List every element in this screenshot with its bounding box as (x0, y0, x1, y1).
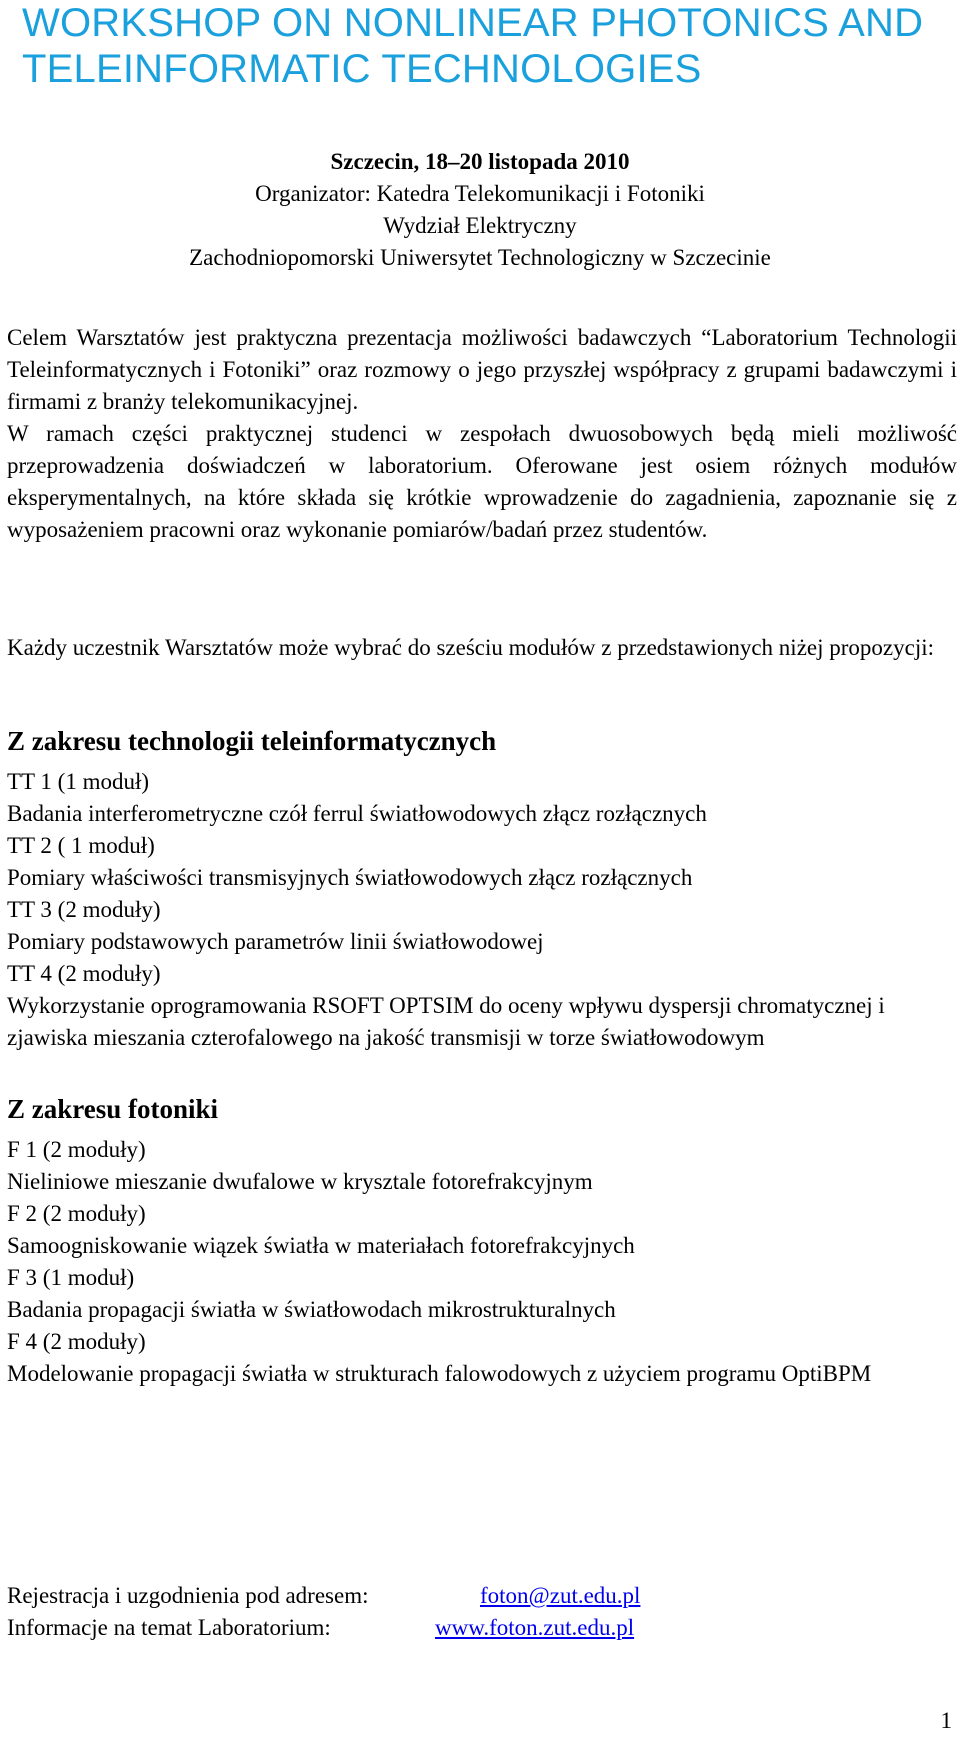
module-code: F 1 (2 moduły) (7, 1137, 146, 1162)
module-description: Modelowanie propagacji światła w strukturach falowodowych z użyciem programu OptiBPM (7, 1361, 872, 1386)
registration-row (7, 1580, 952, 1612)
info-label: Informacje na temat Laboratorium: (7, 1615, 331, 1640)
module-code: F 4 (2 moduły) (7, 1329, 146, 1354)
module-description: Pomiary właściwości transmisyjnych światłowodowych złącz rozłącznych (7, 865, 693, 890)
page-number: 1 (940, 1708, 952, 1733)
module-description: Wykorzystanie oprogramowania RSOFT OPTSIM do oceny wpływu dyspersji chromatycznej i zjawiska mieszania czterofalowego na jakość transmisji w torze światłowodowym (7, 993, 885, 1050)
module-code: F 2 (2 moduły) (7, 1201, 146, 1226)
section-heading-teleinformatics: Z zakresu technologii teleinformatycznych (7, 726, 497, 756)
teleinformatics-module-list (7, 766, 952, 1054)
module-code: TT 1 (1 moduł) (7, 769, 150, 794)
module-code: TT 4 (2 moduły) (7, 961, 161, 986)
intro-paragraph-goal: Celem Warsztatów jest praktyczna prezentacja możliwości badawczych “Laboratorium Technologii Teleinformatycznych i Fotoniki” oraz rozmowy o jego przyszłej współpracy z grupami badawczymi i firmami z branży telekomunikacyjnej. (7, 325, 957, 414)
registration-email-link[interactable]: foton@zut.edu.pl (480, 1583, 641, 1608)
module-description: Badania propagacji światła w światłowodach mikrostrukturalnych (7, 1297, 616, 1322)
info-row (7, 1612, 952, 1644)
intro-section (7, 322, 957, 546)
intro-paragraph-practical: W ramach części praktycznej studenci w zespołach dwuosobowych będą mieli możliwość przeprowadzenia doświadczeń w laboratorium. Oferowane jest osiem różnych modułów eksperymentalnych, na które składa się krótkie wprowadzenie do zagadnienia, zapoznanie się z wyposażeniem pracowni oraz wykonanie pomiarów/badań przez studentów. (7, 421, 957, 542)
event-header (0, 146, 960, 274)
module-description: Badania interferometryczne czół ferrul światłowodowych złącz rozłącznych (7, 801, 707, 826)
photonics-module-list (7, 1134, 952, 1390)
module-description: Pomiary podstawowych parametrów linii światłowodowej (7, 929, 544, 954)
place-date: Szczecin, 18–20 listopada 2010 (330, 149, 630, 174)
module-code: F 3 (1 moduł) (7, 1265, 135, 1290)
module-description: Nieliniowe mieszanie dwufalowe w krysztale fotorefrakcyjnym (7, 1169, 593, 1194)
contact-section (7, 1580, 952, 1644)
module-description: Samoogniskowanie wiązek światła w materiałach fotorefrakcyjnych (7, 1233, 635, 1258)
faculty-line: Wydział Elektryczny (383, 213, 577, 238)
registration-label: Rejestracja i uzgodnienia pod adresem: (7, 1583, 369, 1608)
organizer-line: Organizator: Katedra Telekomunikacji i Fotoniki (255, 181, 705, 206)
document-title: WORKSHOP ON NONLINEAR PHOTONICS AND TELEINFORMATIC TECHNOLOGIES (22, 1, 924, 91)
module-code: TT 3 (2 moduły) (7, 897, 161, 922)
lab-website-link[interactable]: www.foton.zut.edu.pl (435, 1615, 635, 1640)
university-line: Zachodniopomorski Uniwersytet Technologiczny w Szczecinie (189, 245, 771, 270)
module-code: TT 2 ( 1 moduł) (7, 833, 155, 858)
modules-intro (7, 632, 957, 664)
intro-paragraph-choice: Każdy uczestnik Warsztatów może wybrać do sześciu modułów z przedstawionych niżej propozycji: (7, 635, 934, 660)
section-heading-photonics: Z zakresu fotoniki (7, 1094, 219, 1124)
